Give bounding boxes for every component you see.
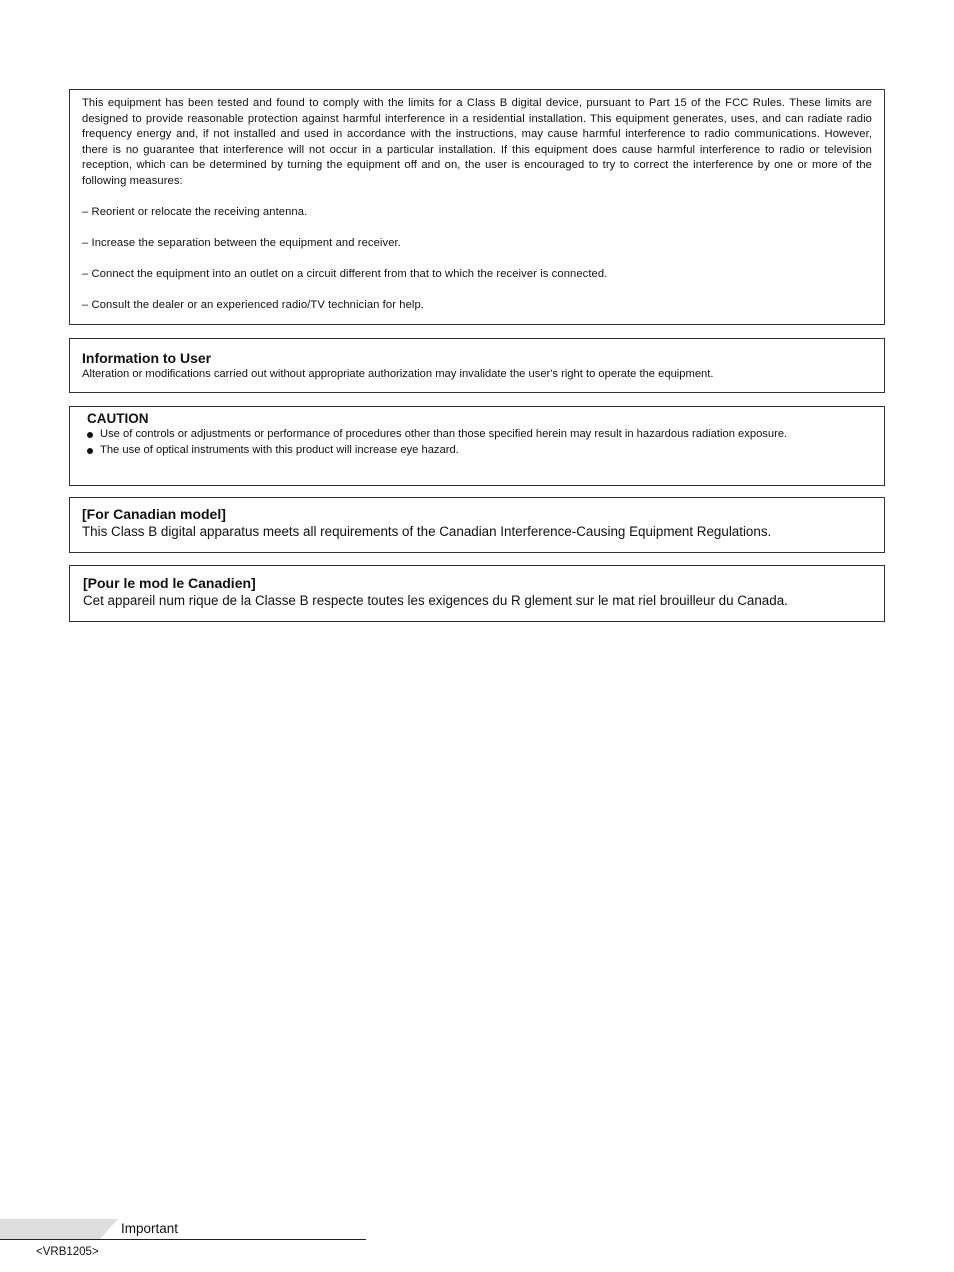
caution-box [69, 406, 885, 486]
canadian-model-box [69, 497, 885, 553]
bullet-icon [87, 432, 93, 438]
caution-item [86, 443, 868, 459]
footer-section-label: Important [121, 1221, 179, 1236]
pour-le-modele-canadien-title: [Pour le mod le Canadien] [83, 575, 256, 591]
info-to-user-box [69, 338, 885, 393]
footer-rule [0, 1239, 366, 1240]
fcc-notice-box [69, 89, 885, 325]
fcc-measure-reorient: – Reorient or relocate the receiving antenna. [82, 205, 308, 218]
footer-section-tab [0, 1219, 118, 1240]
fcc-measure-separation: – Increase the separation between the equipment and receiver. [82, 236, 401, 249]
pour-le-modele-canadien-text: Cet appareil num rique de la Classe B respecte toutes les exigences du R glement sur le mat riel brouilleur du Canada. [83, 593, 788, 608]
caution-item [86, 427, 868, 443]
caution-item-text: The use of optical instruments with this product will increase eye hazard. [100, 443, 459, 456]
footer-document-code: <VRB1205> [36, 1246, 99, 1258]
info-to-user-title: Information to User [82, 350, 212, 366]
fcc-measure-consult: – Consult the dealer or an experienced radio/TV technician for help. [82, 298, 425, 311]
caution-title: CAUTION [87, 411, 149, 426]
fcc-measure-outlet: – Connect the equipment into an outlet on a circuit different from that to which the receiver is connected. [82, 267, 608, 280]
fcc-statement: This equipment has been tested and found to comply with the limits for a Class B digital device, pursuant to Part 15 of the FCC Rules. These limits are designed to provide reasonable protection against harmful interference in a residential installation. This equipment generates, uses, and can radiate radio frequency energy and, if not installed and used in accordance with the instructions, may cause harmful interference to radio communications. However, there is no guarantee that interference will not occur in a particular installation. If this equipment does cause harmful interference to radio or television reception, which can be determined by turning the equipment off and on, the user is encouraged to try to correct the interference by one or more of the following measures: [82, 97, 872, 187]
canadian-model-title: [For Canadian model] [82, 506, 226, 522]
caution-list [86, 427, 868, 458]
caution-item-text: Use of controls or adjustments or performance of procedures other than those specified herein may result in hazardous radiation exposure. [100, 428, 788, 440]
canadian-model-text: This Class B digital apparatus meets all requirements of the Canadian Interference-Causing Equipment Regulations. [82, 524, 772, 539]
bullet-icon [87, 448, 93, 454]
info-to-user-text: Alteration or modifications carried out without appropriate authorization may invalidate the user's right to operate the equipment. [82, 368, 714, 380]
pour-le-modele-canadien-box [69, 565, 885, 622]
